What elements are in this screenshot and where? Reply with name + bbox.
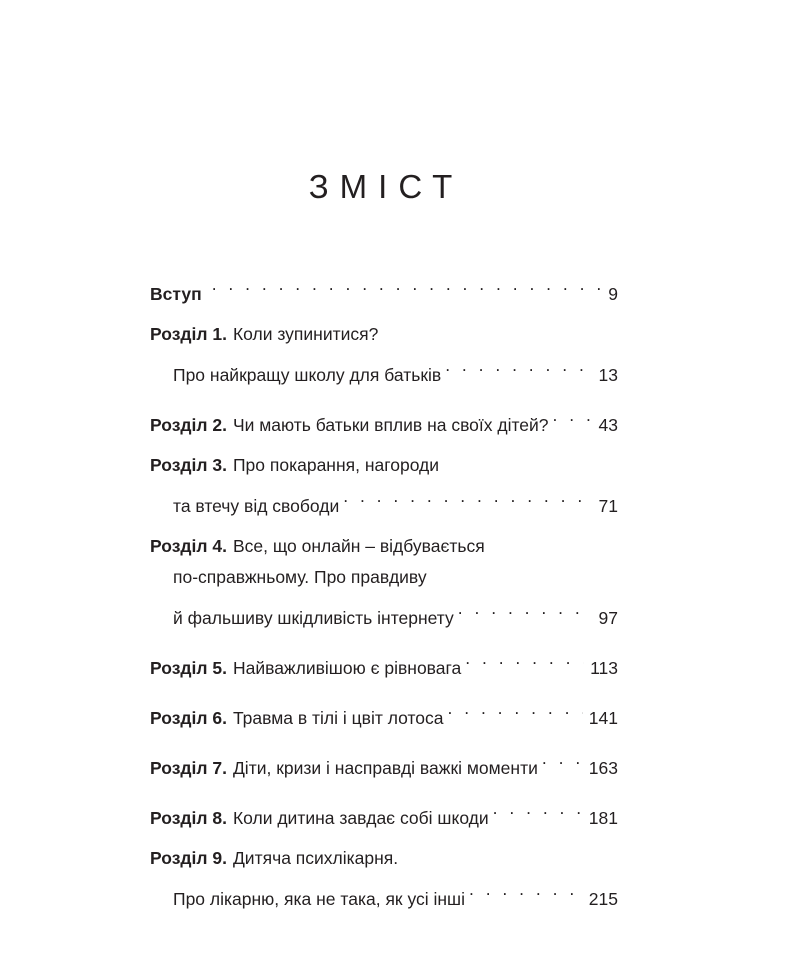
toc-line [150, 643, 618, 678]
chapter-label: Розділ 4. [150, 536, 227, 556]
dot-leader [465, 643, 584, 674]
toc-line [150, 593, 618, 628]
chapter-title: та втечу від свободи [173, 496, 340, 516]
toc-line [150, 450, 618, 481]
chapter-title: й фальшиву шкідливість інтернету [173, 608, 454, 628]
dot-leader [445, 350, 592, 381]
chapter-title: Травма в тілі і цвіт лотоса [232, 708, 444, 728]
chapter-label: Розділ 5. [150, 658, 227, 678]
chapter-title: Найважливішою є рівновага [232, 658, 462, 678]
chapter-title: Коли дитина завдає собі шкоди [232, 808, 489, 828]
toc-entry[interactable] [150, 843, 618, 909]
toc-entry[interactable] [150, 693, 618, 728]
dot-leader [343, 481, 592, 512]
dot-leader [553, 400, 593, 431]
chapter-label: Розділ 9. [150, 848, 227, 868]
chapter-label: Розділ 2. [150, 415, 227, 435]
dot-leader [212, 269, 602, 300]
chapter-title: Діти, кризи і насправді важкі моменти [232, 758, 538, 778]
page-number: 181 [588, 808, 618, 828]
table-of-contents [150, 269, 618, 924]
chapter-label: Розділ 3. [150, 455, 227, 475]
page-number: 113 [590, 658, 618, 678]
page-number: 43 [598, 415, 618, 435]
toc-line [150, 481, 618, 516]
toc-line [150, 400, 618, 435]
page-number: 215 [588, 889, 618, 909]
toc-entry[interactable] [150, 450, 618, 516]
chapter-title: Дитяча психлікарня. [232, 848, 399, 868]
page-number: 163 [588, 758, 618, 778]
dot-leader [493, 793, 583, 824]
dot-leader [458, 593, 593, 624]
toc-line [150, 562, 618, 593]
chapter-label: Розділ 7. [150, 758, 227, 778]
toc-entry[interactable] [150, 400, 618, 435]
toc-line [150, 693, 618, 728]
toc-line [150, 874, 618, 909]
toc-line [150, 531, 618, 562]
chapter-label: Розділ 1. [150, 324, 227, 344]
chapter-title: Чи мають батьки вплив на своїх дітей? [232, 415, 549, 435]
toc-entry[interactable] [150, 643, 618, 678]
chapter-title: по-справжньому. Про правдиву [173, 567, 427, 587]
toc-entry[interactable] [150, 319, 618, 385]
toc-line [150, 269, 618, 304]
page-number: 9 [608, 284, 618, 304]
chapter-label: Розділ 6. [150, 708, 227, 728]
chapter-title: Про покарання, нагороди [232, 455, 440, 475]
chapter-label: Вступ [150, 284, 202, 304]
dot-leader [469, 874, 583, 905]
chapter-label: Розділ 8. [150, 808, 227, 828]
toc-line [150, 743, 618, 778]
page-number: 97 [598, 608, 618, 628]
toc-line [150, 350, 618, 385]
toc-entry[interactable] [150, 269, 618, 304]
chapter-title: Про найкращу школу для батьків [173, 365, 442, 385]
toc-line [150, 793, 618, 828]
page-number: 71 [598, 496, 618, 516]
chapter-title: Все, що онлайн – відбувається [232, 536, 485, 556]
toc-entry[interactable] [150, 793, 618, 828]
toc-line [150, 319, 618, 350]
toc-line [150, 843, 618, 874]
page-number: 141 [588, 708, 618, 728]
page-number: 13 [598, 365, 618, 385]
toc-entry[interactable] [150, 531, 618, 628]
dot-leader [448, 693, 583, 724]
chapter-title: Про лікарню, яка не така, як усі інші [173, 889, 465, 909]
page-title: ЗМІСТ [308, 168, 464, 205]
toc-entry[interactable] [150, 743, 618, 778]
dot-leader [542, 743, 583, 774]
chapter-title: Коли зупинитися? [232, 324, 379, 344]
